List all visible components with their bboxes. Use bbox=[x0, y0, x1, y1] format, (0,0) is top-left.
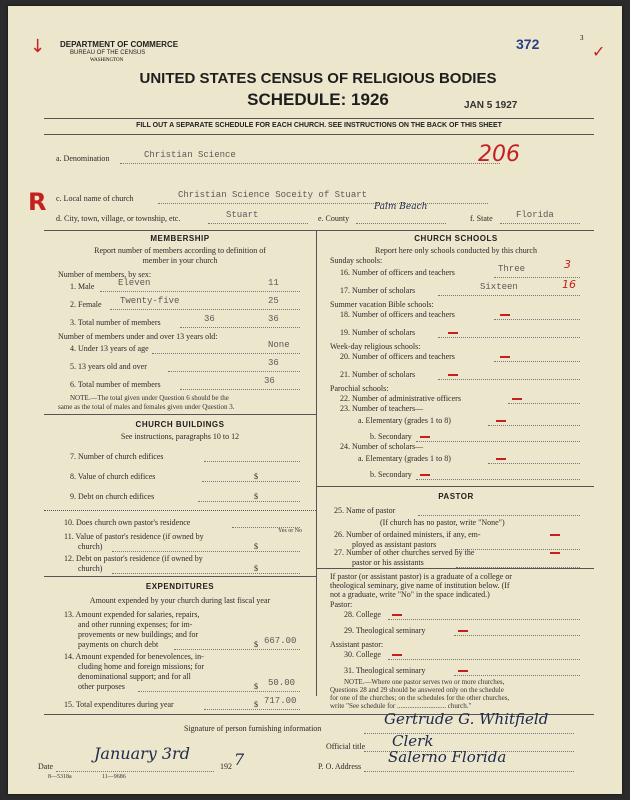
column-divider bbox=[316, 230, 317, 696]
church-name-value: Christian Science Soceity of Stuart bbox=[178, 190, 368, 200]
q1-value: 11 bbox=[268, 278, 279, 288]
form-number-2: 11—9686 bbox=[102, 774, 126, 780]
q21-label: 21. Number of scholars bbox=[340, 370, 416, 379]
q15-value: 717.00 bbox=[264, 696, 297, 706]
q7-label: 7. Number of church edifices bbox=[70, 452, 164, 461]
q6-value: 36 bbox=[264, 376, 275, 386]
denomination-label: a. Denomination bbox=[56, 154, 110, 163]
q17-value: 16 bbox=[562, 278, 576, 291]
date-label: Date bbox=[38, 762, 54, 771]
official-title-label: Official title bbox=[326, 742, 366, 751]
parochial-label: Parochial schools: bbox=[330, 384, 389, 393]
q5-label: 5. 13 years old and over bbox=[70, 362, 147, 371]
q15-label: 15. Total expenditures during year bbox=[64, 700, 174, 709]
q26-label: 26. Number of ordained ministers, if any, em- bbox=[334, 530, 481, 539]
q20-label: 20. Number of officers and teachers bbox=[340, 352, 455, 361]
red-dash bbox=[496, 420, 506, 422]
state-label: f. State bbox=[470, 214, 493, 223]
red-dash bbox=[500, 356, 510, 358]
q2-value: 25 bbox=[268, 296, 279, 306]
yes-no-hint: Yes or No bbox=[278, 528, 303, 534]
red-code-number: 206 bbox=[478, 142, 520, 167]
age-header: Number of members under and over 13 years old: bbox=[58, 332, 218, 341]
red-dash bbox=[420, 436, 430, 438]
state-value: Florida bbox=[516, 210, 554, 220]
q4-label: 4. Under 13 years of age bbox=[70, 344, 149, 353]
buildings-title: CHURCH BUILDINGS bbox=[135, 420, 225, 429]
assistant-pastor-label: Assistant pastor: bbox=[330, 640, 384, 649]
red-check-icon: ✓ bbox=[592, 42, 606, 61]
q13-value: 667.00 bbox=[264, 636, 297, 646]
q12-label: 12. Debt on pastor's residence (if owned by bbox=[64, 554, 203, 563]
red-dash bbox=[392, 614, 402, 616]
red-check-mark: ↓ bbox=[30, 36, 46, 57]
q23b-label: b. Secondary bbox=[370, 432, 412, 441]
q3-typed: 36 bbox=[204, 314, 215, 324]
schedule-number: 372 bbox=[516, 36, 540, 52]
red-dash bbox=[500, 314, 510, 316]
red-dash bbox=[420, 474, 430, 476]
q18-label: 18. Number of officers and teachers bbox=[340, 310, 455, 319]
q3-value: 36 bbox=[268, 314, 279, 324]
q30-label: 30. College bbox=[344, 650, 381, 659]
city-label: WASHINGTON bbox=[90, 58, 124, 63]
sunday-label: Sunday schools: bbox=[330, 256, 383, 265]
q22-label: 22. Number of administrative officers bbox=[340, 394, 461, 403]
date-value: January 3rd bbox=[94, 744, 190, 763]
official-title-value: Clerk bbox=[392, 732, 434, 750]
corner-mark: 3 bbox=[580, 34, 584, 42]
schedule-title: SCHEDULE: 1926 bbox=[247, 90, 389, 109]
q2-label: 2. Female bbox=[70, 300, 102, 309]
divider bbox=[44, 118, 594, 119]
q6-label: 6. Total number of members bbox=[70, 380, 161, 389]
q23-label: 23. Number of teachers— bbox=[340, 404, 424, 413]
denomination-value: Christian Science bbox=[144, 150, 236, 160]
red-dash bbox=[392, 654, 402, 656]
q24a-label: a. Elementary (grades 1 to 8) bbox=[358, 454, 451, 463]
red-dash bbox=[448, 374, 458, 376]
county-value: Palm Beach bbox=[374, 202, 428, 212]
q4-value: None bbox=[268, 340, 290, 350]
membership-subtitle-2: member in your church bbox=[142, 256, 218, 265]
q1-typed: Eleven bbox=[118, 278, 151, 288]
census-schedule-page: ↓ DEPARTMENT OF COMMERCE BUREAU OF THE CENSUS WASHINGTON 372 3 ✓ UNITED STATES CENSUS OF RELIGIOUS BODIES SCHEDULE: 1926 JAN 5 1927 FILL OUT A SEPARATE SCHEDULE FOR EACH CHURCH. SEE INSTRUCTIONS ON THE BACK OF THIS SHEET a. Denomination Christian Science 206 R c. Local name of church Christian Science Soceity of Stuart d. City, town, village, or township, etc. Stuart e. County Palm Beach f. State Florida MEMBERSHIP Report number of members according to definition of member in your church Number of members, by sex: 1. Male Eleven 11 2. Female Twenty-five 25 3. Total number of members 36 36 Number of members under and over 13 years old: 4. Under 13 years of age None 5. 13 years old and over 36 6. Total number of members 36 NOTE.—The total given under Question 6 should be the same as the total of males and females given under Question 3. CHURCH BUILDINGS See instructions, paragraphs 10 to 12 7. Number of church edifices 8. Value of church edifices $ 9. Debt on church edifices $ 10. Does church own pastor's residence Yes or No 11. Value of pastor's residence (if owned by church) $ 12. Debt on pastor's residence (if owned by church) $ EXPENDITURES Amount expended by your church during last fiscal year 13. Amount expended for salaries, repairs, and other running expenses; for im- provements or new buildings; and for payments on church debt $ 667.00 14. Amount expended for benevolences, in- cluding home and foreign missions; for denominational support; and for all other purposes $ 50.00 15. Total expenditures during year $ 717.00 CHURCH SCHOOLS Report here only schools conducted by this church Sunday schools: 16. Number of officers and teachers Three 3 17. Number of scholars Sixteen 16 Summer vacation Bible schools: 18. Number of officers and teachers 19. Number of scholars Week-day religious schools: 20. Number of officers and teachers 21. Number of scholars Parochial schools: 22. Number of administrative officers 23. Number of teachers— a. Elementary (grades 1 to 8) b. Secondary 24. Number of scholars— a. Elementary (grades 1 to 8) b. Secondary PASTOR 25. Name of pastor (If church has no pastor, write "None") 26. Number of ordained ministers, if any, em- ployed as assistant pastors 27. Number of other churches served by the pastor or his assistants If pastor (or assistant pastor) is a graduate of a college or theological seminary, give name of institution below. (If not a graduate, write "No" in the space indicated.) Pastor: 28. College 29. Theological seminary Assistant pastor: 30. College 31. Theological seminary NOTE.—Where one pastor serves two or more churches, Questions 28 and 29 should be answered only on the schedule for one of the churches; on the schedules for the other churches, write "See schedule for ............................ church." Signature of person furnishing information Gertrude G. Whitfield Official title Clerk P. O. Address Salerno Florida Date January 3rd 192 7 8—5318a 11—9686 bbox=[8, 6, 622, 794]
q2-typed: Twenty-five bbox=[120, 296, 180, 306]
pastor-note: NOTE.—Where one pastor serves two or more churches, bbox=[344, 678, 505, 686]
q29-label: 29. Theological seminary bbox=[344, 626, 426, 635]
signature-label: Signature of person furnishing information bbox=[184, 724, 322, 733]
form-title: UNITED STATES CENSUS OF RELIGIOUS BODIES bbox=[139, 70, 497, 87]
weekday-label: Week-day religious schools: bbox=[330, 342, 421, 351]
schools-title: CHURCH SCHOOLS bbox=[414, 234, 498, 243]
pastor-title: PASTOR bbox=[438, 492, 474, 501]
red-dash bbox=[458, 670, 468, 672]
city-field-label: d. City, town, village, or township, etc. bbox=[56, 214, 181, 223]
red-dash bbox=[496, 458, 506, 460]
address-label: P. O. Address bbox=[318, 762, 362, 771]
q10-label: 10. Does church own pastor's residence bbox=[64, 518, 191, 527]
q11-label: 11. Value of pastor's residence (if owned by bbox=[64, 532, 204, 541]
instruction-banner: FILL OUT A SEPARATE SCHEDULE FOR EACH CHURCH. SEE INSTRUCTIONS ON THE BACK OF THIS SHEET bbox=[136, 122, 502, 129]
q28-label: 28. College bbox=[344, 610, 381, 619]
date-year: 192 bbox=[220, 762, 232, 771]
expenditures-subtitle: Amount expended by your church during last fiscal year bbox=[89, 596, 271, 605]
city-value: Stuart bbox=[226, 210, 259, 220]
red-dash bbox=[512, 398, 522, 400]
membership-subtitle: Report number of members according to definition of bbox=[94, 246, 266, 255]
q14-value: 50.00 bbox=[268, 678, 296, 688]
red-dash bbox=[448, 332, 458, 334]
summer-label: Summer vacation Bible schools: bbox=[330, 300, 434, 309]
q3-label: 3. Total number of members bbox=[70, 318, 161, 327]
department-label: DEPARTMENT OF COMMERCE bbox=[60, 40, 179, 49]
q13-label: 13. Amount expended for salaries, repairs, bbox=[64, 610, 200, 619]
q17-label: 17. Number of scholars bbox=[340, 286, 416, 295]
q25-label: 25. Name of pastor bbox=[334, 506, 396, 515]
q5-value: 36 bbox=[268, 358, 279, 368]
q16-value: 3 bbox=[564, 258, 571, 271]
red-r-mark: R bbox=[28, 188, 47, 216]
county-label: e. County bbox=[318, 214, 350, 223]
q24-label: 24. Number of scholars— bbox=[340, 442, 424, 451]
expenditures-title: EXPENDITURES bbox=[145, 582, 215, 591]
q8-label: 8. Value of church edifices bbox=[70, 472, 156, 481]
membership-title: MEMBERSHIP bbox=[150, 234, 210, 243]
pastor-sub-label: Pastor: bbox=[330, 600, 353, 609]
red-dash bbox=[458, 630, 468, 632]
q24b-label: b. Secondary bbox=[370, 470, 412, 479]
by-sex-label: Number of members, by sex: bbox=[58, 270, 152, 279]
signature-value: Gertrude G. Whitfield bbox=[384, 710, 549, 728]
q25-note: (If church has no pastor, write "None") bbox=[380, 518, 505, 527]
q14-label: 14. Amount expended for benevolences, in- bbox=[64, 652, 204, 661]
bureau-label: BUREAU OF THE CENSUS bbox=[70, 50, 146, 56]
q16-label: 16. Number of officers and teachers bbox=[340, 268, 455, 277]
q16-typed: Three bbox=[498, 264, 526, 274]
membership-note: NOTE.—The total given under Question 6 should be the bbox=[70, 394, 229, 402]
q19-label: 19. Number of scholars bbox=[340, 328, 416, 337]
membership-note-2: same as the total of males and females given under Question 3. bbox=[58, 403, 235, 411]
q17-typed: Sixteen bbox=[480, 282, 518, 292]
church-name-label: c. Local name of church bbox=[56, 194, 134, 203]
red-dash bbox=[550, 552, 560, 554]
date-year-hand: 7 bbox=[234, 750, 245, 769]
schools-subtitle: Report here only schools conducted by this church bbox=[375, 246, 537, 255]
buildings-subtitle: See instructions, paragraphs 10 to 12 bbox=[120, 432, 240, 441]
q23a-label: a. Elementary (grades 1 to 8) bbox=[358, 416, 451, 425]
red-dash bbox=[550, 534, 560, 536]
divider bbox=[44, 134, 594, 135]
form-number: 8—5318a bbox=[48, 774, 72, 780]
received-date-stamp: JAN 5 1927 bbox=[464, 100, 518, 111]
q1-label: 1. Male bbox=[70, 282, 95, 291]
address-value: Salerno Florida bbox=[388, 748, 507, 766]
q9-label: 9. Debt on church edifices bbox=[70, 492, 155, 501]
q27-label: 27. Number of other churches served by the bbox=[334, 548, 475, 557]
q31-label: 31. Theological seminary bbox=[344, 666, 426, 675]
graduate-note: If pastor (or assistant pastor) is a graduate of a college or bbox=[330, 572, 512, 581]
